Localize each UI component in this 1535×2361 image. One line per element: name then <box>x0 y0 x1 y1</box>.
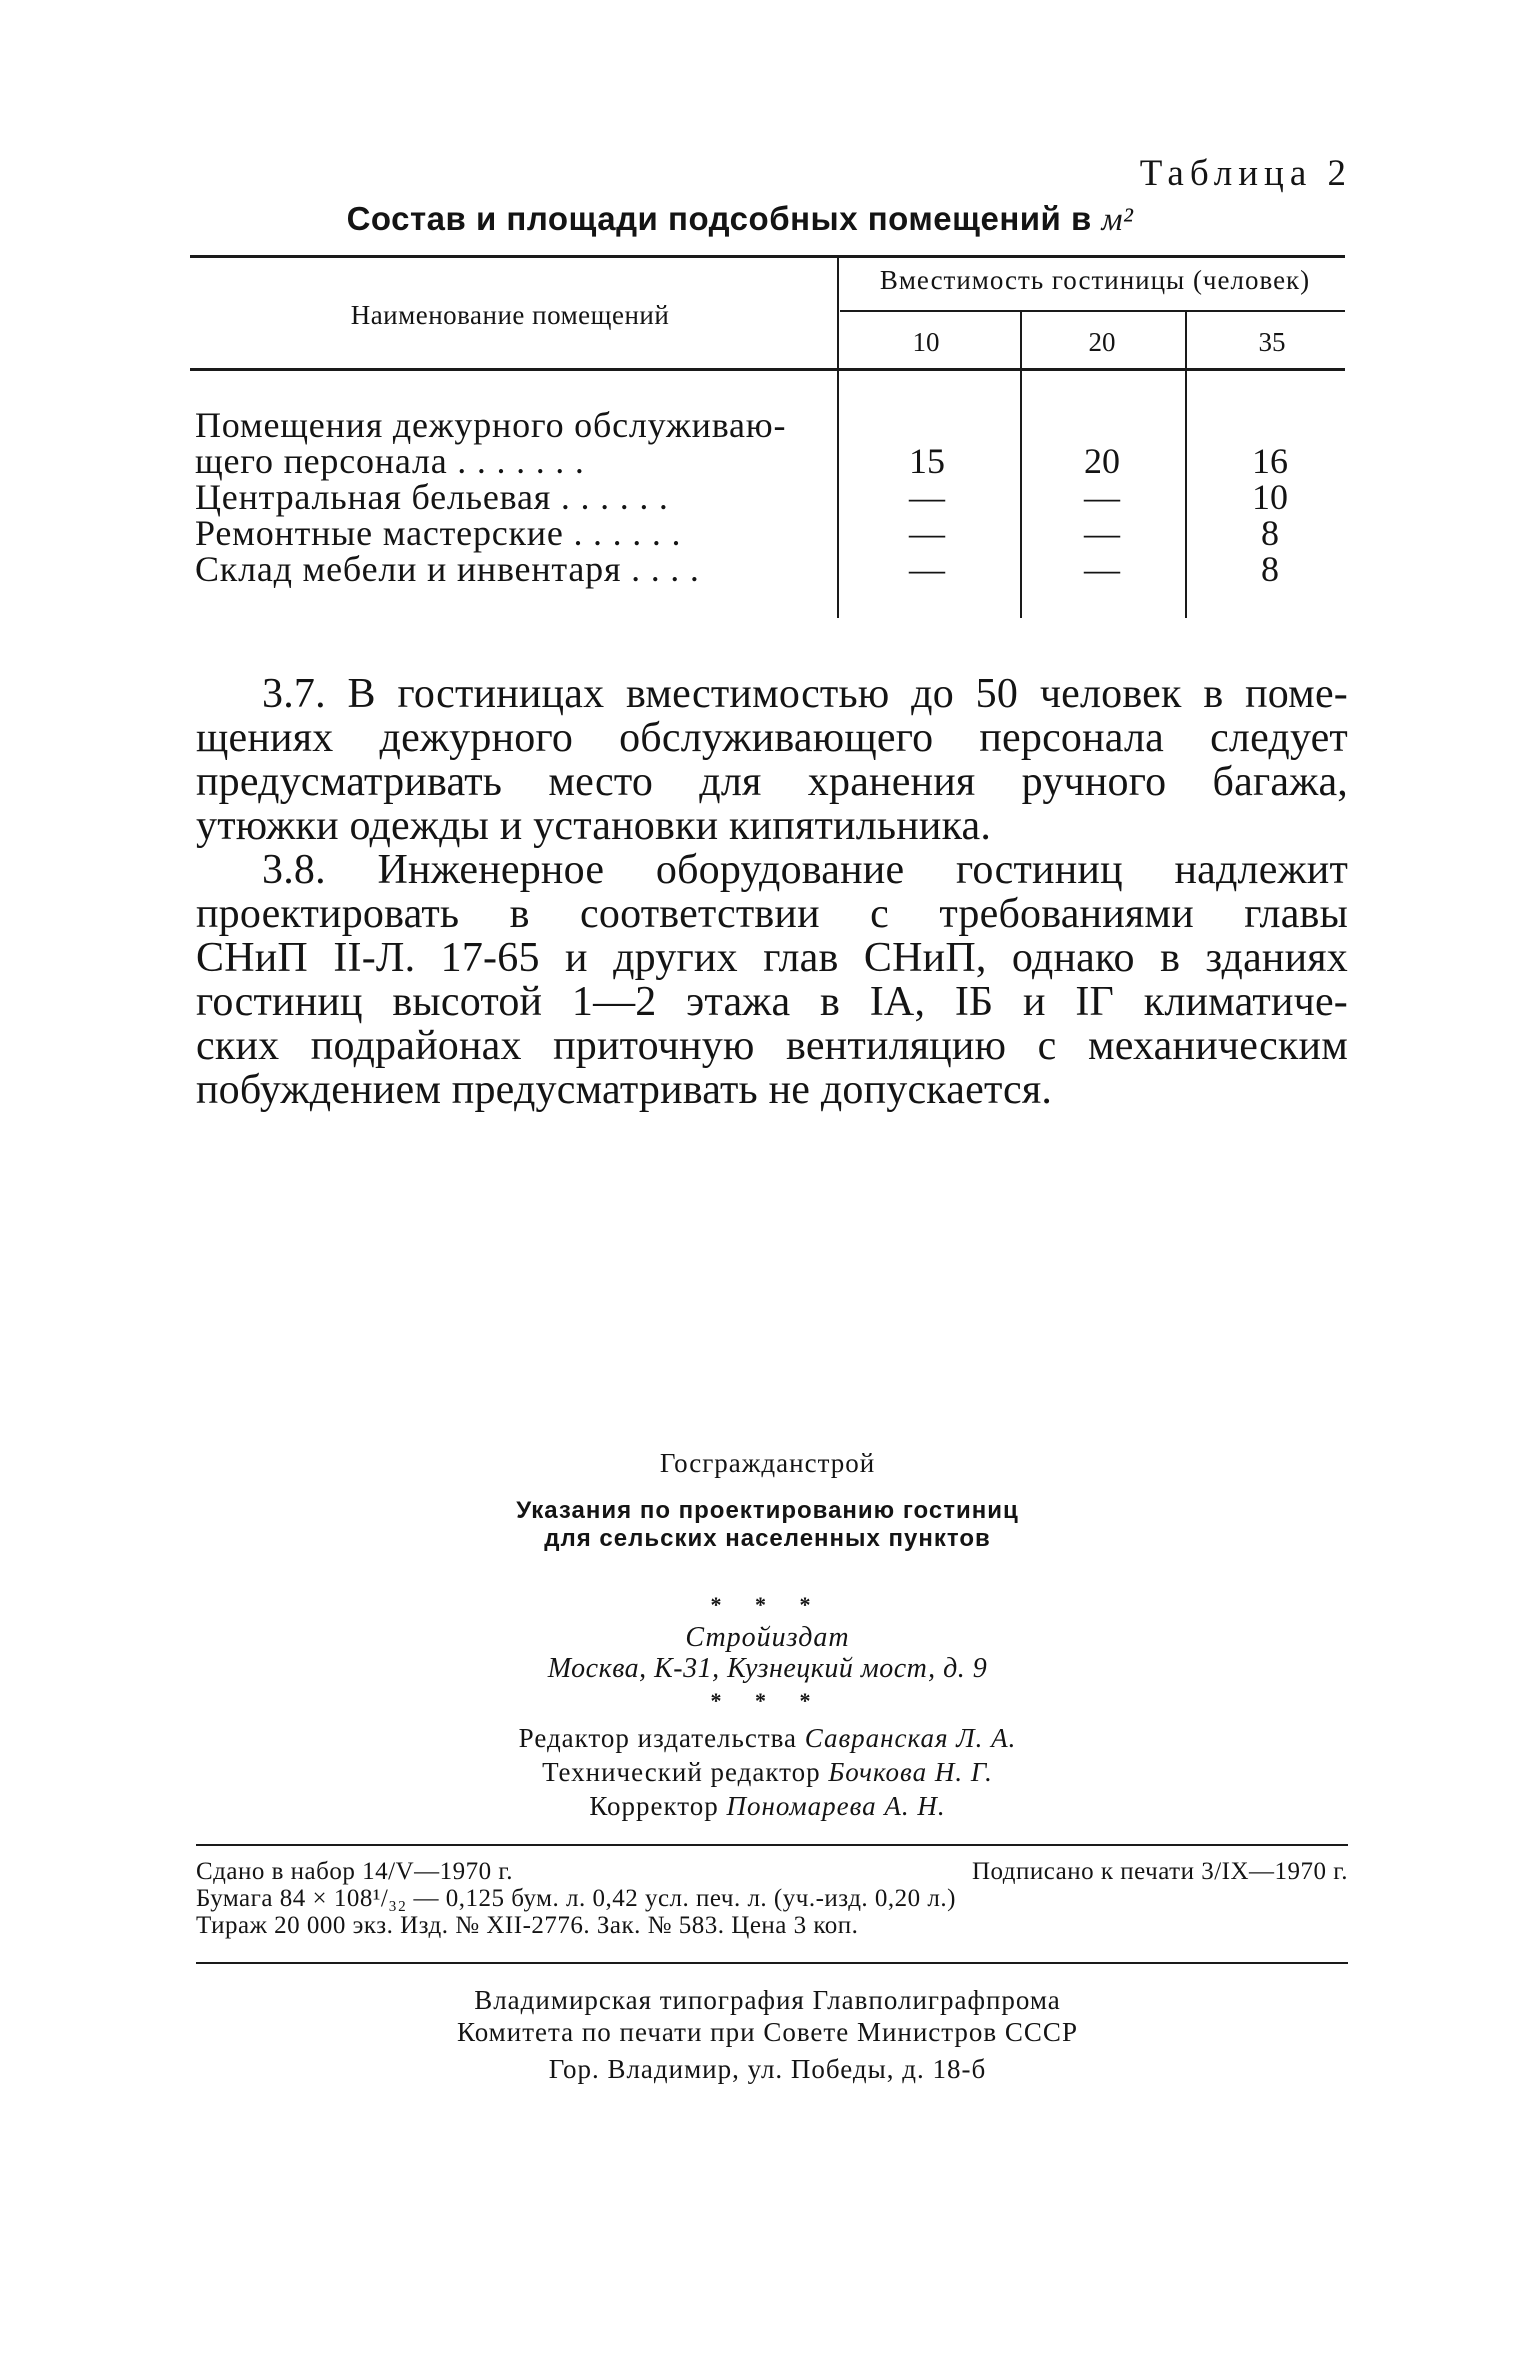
table-row-name: Склад мебели и инвентаря . . . . <box>195 549 700 589</box>
imprint-line-2 <box>196 1884 1348 1914</box>
paragraph-3-7 <box>196 672 1348 848</box>
printer-address: Гор. Владимир, ул. Победы, д. 18-б <box>548 2054 987 2084</box>
corrector-name: Пономарева А. Н. <box>726 1791 946 1821</box>
table-header-bottom-rule <box>190 368 1345 371</box>
paragraph-line: проектировать в соответствии с требованиями главы <box>196 891 1348 937</box>
table-label: Таблица 2 <box>1139 153 1352 194</box>
table-cell: 8 <box>1261 513 1279 553</box>
corrector-credit <box>300 1791 1235 1822</box>
table-cell: — <box>909 513 945 553</box>
paragraph-line: предусматривать место для хранения ручного багажа, <box>196 759 1348 805</box>
table-title-text: Состав и площади подсобных помещений в <box>346 200 1092 237</box>
table-top-rule <box>190 255 1345 258</box>
paragraph-line: СНиП II-Л. 17-65 и других глав СНиП, однако в зданиях <box>196 935 1348 981</box>
book-title-line: для сельских населенных пунктов <box>544 1525 991 1552</box>
paragraph-line: 3.7. В гостиницах вместимостью до 50 человек в поме- <box>262 671 1348 717</box>
table-row <box>195 406 1355 444</box>
table-cell: — <box>1084 549 1120 589</box>
table-row <box>195 442 1355 480</box>
table-cell: — <box>1084 477 1120 517</box>
editor-name: Савранская Л. А. <box>804 1723 1017 1753</box>
tech-editor-name: Бочкова Н. Г. <box>828 1757 993 1787</box>
imprint-bottom-rule <box>196 1962 1348 1964</box>
table-column-35: 35 <box>1258 327 1286 357</box>
editor-role: Редактор издательства <box>518 1723 797 1753</box>
table-title <box>300 200 1180 239</box>
table-row <box>195 478 1355 516</box>
table-cell: — <box>1084 513 1120 553</box>
table-header-name: Наименование помещений <box>350 300 670 330</box>
book-title-line: Указания по проектированию гостиниц <box>516 1497 1019 1524</box>
paragraph-line: утюжки одежды и установки кипятильника. <box>196 803 992 849</box>
table-header-rule <box>840 310 1345 312</box>
table-cell: 20 <box>1084 441 1120 481</box>
imprint-line-3 <box>196 1911 1348 1941</box>
paragraph-line: щениях дежурного обслуживающего персонала следует <box>196 715 1348 761</box>
publisher: Стройиздат <box>685 1622 850 1653</box>
table-cell: — <box>909 549 945 589</box>
table-column-20: 20 <box>1088 327 1116 357</box>
paragraph-line: ских подрайонах приточную вентиляцию с механическим <box>196 1023 1348 1069</box>
imprint-line-1 <box>196 1857 1348 1887</box>
paragraph-line: побуждением предусматривать не допускается. <box>196 1067 1053 1113</box>
imprint-paper: Бумага 84 × 108¹/₃₂ — 0,125 бум. л. 0,42 усл. печ. л. (уч.-изд. 0,20 л.) <box>196 1885 956 1912</box>
paragraph-line: гостиниц высотой 1—2 этажа в IА, IБ и IГ климатиче- <box>196 979 1348 1025</box>
book-title <box>300 1497 1235 1553</box>
printer-line: Владимирская типография Главполиграфпрома <box>474 1985 1061 2015</box>
imprint-top-rule <box>196 1844 1348 1846</box>
table-column-10: 10 <box>912 327 940 357</box>
table-row-name: Центральная бельевая . . . . . . <box>195 477 669 517</box>
imprint-circulation: Тираж 20 000 экз. Изд. № XII-2776. Зак. № 583. Цена 3 коп. <box>196 1912 859 1939</box>
tech-editor-role: Технический редактор <box>542 1757 821 1787</box>
table-row <box>195 514 1355 552</box>
imprint-signed-date: Подписано к печати 3/IX—1970 г. <box>971 1858 1348 1885</box>
stars-divider: * * * <box>710 1688 825 1713</box>
table-row-name: щего персонала . . . . . . . <box>195 441 585 481</box>
table-cell: 15 <box>909 441 945 481</box>
table-row <box>195 550 1355 588</box>
table-title-unit: м² <box>1101 202 1134 238</box>
paragraph-line: 3.8. Инженерное оборудование гостиниц надлежит <box>262 847 1348 893</box>
table-cell: 16 <box>1252 441 1288 481</box>
table-header-capacity: Вместимость гостиницы (человек) <box>879 265 1311 295</box>
table-row-name: Ремонтные мастерские . . . . . . <box>195 513 682 553</box>
table-row-name: Помещения дежурного обслуживаю- <box>195 405 787 445</box>
printer-line: Комитета по печати при Совете Министров СССР <box>457 2017 1078 2047</box>
corrector-role: Корректор <box>589 1791 719 1821</box>
editor-credit <box>300 1723 1235 1754</box>
paragraph-3-8 <box>196 848 1348 1112</box>
stars-divider: * * * <box>710 1592 825 1617</box>
imprint-typeset-date: Сдано в набор 14/V—1970 г. <box>196 1858 514 1885</box>
table-cell: 8 <box>1261 549 1279 589</box>
table-cell: 10 <box>1252 477 1288 517</box>
tech-editor-credit <box>300 1757 1235 1788</box>
table-cell: — <box>909 477 945 517</box>
publisher-address: Москва, К-31, Кузнецкий мост, д. 9 <box>547 1653 988 1684</box>
organization: Госгражданстрой <box>659 1448 876 1478</box>
